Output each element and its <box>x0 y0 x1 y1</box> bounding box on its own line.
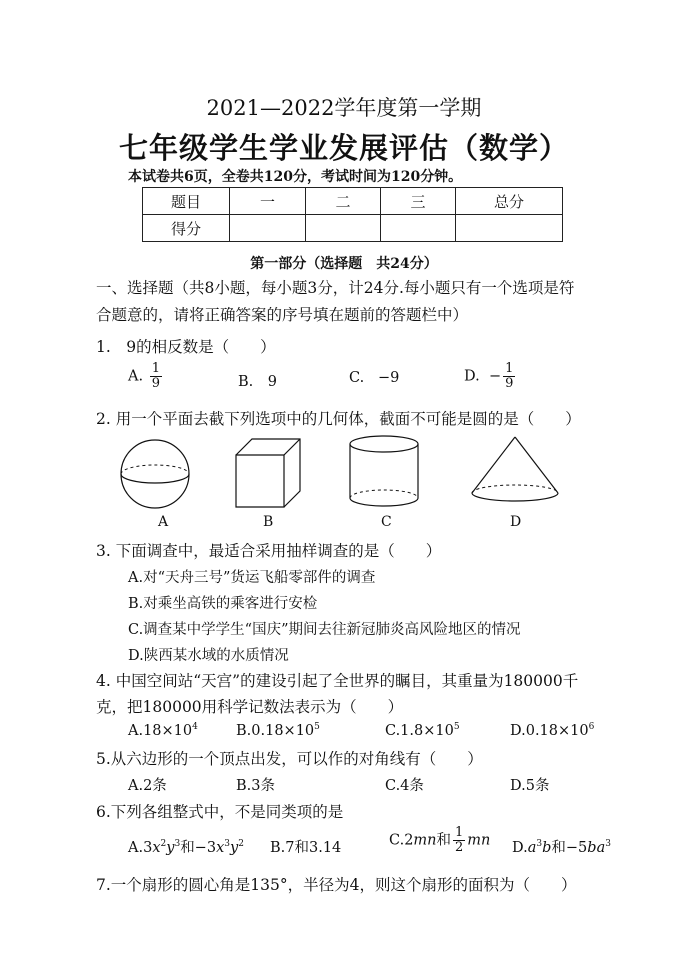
q4-a-exp: 4 <box>192 722 198 732</box>
q6-c-fraction <box>453 826 465 855</box>
q1-a-fraction <box>150 362 162 391</box>
q6-option-d[interactable] <box>512 836 611 857</box>
q6-d-expr: $a^3b$和$-5ba^3$ <box>527 839 611 856</box>
score-table-score-row <box>143 215 563 242</box>
q6-stem: 6.下列各组整式中，不是同类项的是 <box>96 803 344 821</box>
score-cell-score-label: 得分 <box>143 215 230 242</box>
q3-option-c[interactable]: C.调查某中学学生“国庆”期间去往新冠肺炎高风险地区的情况 <box>128 622 521 638</box>
q6-option-c[interactable] <box>389 826 490 855</box>
q1-option-a[interactable] <box>128 362 164 391</box>
q1-d-num: 1 <box>505 361 514 376</box>
section-intro-line2: 合题意的，请将正确答案的序号填在题前的答题栏中） <box>96 306 469 324</box>
sphere-figure <box>115 438 195 514</box>
q1-a-num: 1 <box>151 361 160 376</box>
score-input-2[interactable] <box>306 215 381 242</box>
q4-d-base: D.0.18×10 <box>510 722 589 739</box>
q1-a-den: 9 <box>151 376 160 391</box>
q6-option-b[interactable]: B.7和3.14 <box>270 840 342 856</box>
q1-d-fraction <box>503 362 515 391</box>
q1-d-label: D. <box>464 368 480 385</box>
q2-label-d[interactable]: D <box>510 514 522 530</box>
q5-option-a[interactable]: A.2条 <box>128 778 167 794</box>
exam-title: 七年级学生学业发展评估（数学） <box>118 131 569 165</box>
q4-option-c[interactable] <box>385 722 460 739</box>
score-cell-label: 题目 <box>143 188 230 215</box>
score-input-1[interactable] <box>230 215 306 242</box>
q2-stem: 2. 用一个平面去截下列选项中的几何体，截面不可能是圆的是（ ） <box>96 410 581 428</box>
score-cell-part3: 三 <box>381 188 456 215</box>
q4-option-b[interactable] <box>236 722 320 739</box>
q4-option-d[interactable] <box>510 722 594 739</box>
q3-option-b[interactable]: B.对乘坐高铁的乘客进行安检 <box>128 596 318 612</box>
cube-figure <box>232 437 304 515</box>
q1-d-den: 9 <box>505 376 514 391</box>
q4-a-base: A.18×10 <box>128 722 193 739</box>
q3-option-d[interactable]: D.陕西某水域的水质情况 <box>128 648 289 664</box>
q4-b-base: B.0.18×10 <box>236 722 315 739</box>
q4-stem-line2: 克，把180000用科学记数法表示为（ ） <box>96 698 404 716</box>
q1-c-value: −9 <box>378 370 400 386</box>
q6-a-label: A. <box>128 840 144 856</box>
q3-option-a[interactable]: A.对“天舟三号”货运飞船零部件的调查 <box>128 570 376 586</box>
q6-c-expr: 2mn和 <box>404 832 452 849</box>
section-heading: 第一部分（选择题 共24分） <box>250 256 438 272</box>
q2-label-c[interactable]: C <box>381 514 392 530</box>
q1-stem: 1. 9的相反数是（ ） <box>96 338 276 356</box>
q6-d-label: D. <box>512 840 528 856</box>
q2-label-b[interactable]: B <box>263 514 274 530</box>
cylinder-figure <box>347 434 421 514</box>
q1-option-b[interactable]: B. 9 <box>238 374 277 390</box>
q4-c-base: C.1.8×10 <box>385 722 454 739</box>
section-intro-line1: 一、选择题（共8小题，每小题3分，计24分.每小题只有一个选项是符 <box>96 279 575 297</box>
term-line: 2021—2022学年度第一学期 <box>206 96 482 120</box>
q4-c-exp: 5 <box>453 722 460 732</box>
q1-a-label: A. <box>128 368 144 385</box>
q1-d-sign: − <box>488 368 502 385</box>
q7-stem: 7.一个扇形的圆心角是135°，半径为4，则这个扇形的面积为（ ） <box>96 876 577 894</box>
score-input-3[interactable] <box>381 215 456 242</box>
score-table <box>142 187 563 242</box>
q6-option-a[interactable] <box>128 836 244 857</box>
q4-d-exp: 6 <box>588 722 595 732</box>
q6-c-label: C. <box>389 832 405 849</box>
q5-stem: 5.从六边形的一个顶点出发，可以作的对角线有（ ） <box>96 750 483 768</box>
q1-c-label: C. <box>349 370 365 386</box>
score-cell-part2: 二 <box>306 188 381 215</box>
q5-option-c[interactable]: C.4条 <box>385 778 424 794</box>
q4-option-a[interactable] <box>128 722 198 739</box>
score-input-total[interactable] <box>456 215 563 242</box>
q6-c-num: 1 <box>455 825 464 840</box>
q1-option-c[interactable] <box>349 370 399 386</box>
q2-label-a[interactable]: A <box>158 514 169 530</box>
q6-c-mn: mn <box>467 832 491 849</box>
q4-b-exp: 5 <box>314 722 320 732</box>
q3-stem: 3. 下面调查中，最适合采用抽样调查的是（ ） <box>96 542 442 560</box>
q6-a-expr: $3x^2y^3$和$-3x^3y^2$ <box>143 839 244 856</box>
score-cell-part1: 一 <box>230 188 306 215</box>
exam-note: 本试卷共6页，全卷共120分，考试时间为120分钟。 <box>128 169 463 185</box>
q5-option-d[interactable]: D.5条 <box>510 778 550 794</box>
q1-option-d[interactable] <box>464 362 517 391</box>
q5-option-b[interactable]: B.3条 <box>236 778 275 794</box>
q4-stem-line1: 4. 中国空间站“天宫”的建设引起了全世界的瞩目，其重量为180000千 <box>96 672 579 690</box>
q6-c-den: 2 <box>455 840 464 855</box>
score-cell-total: 总分 <box>456 188 563 215</box>
score-table-header-row <box>143 188 563 215</box>
cone-figure <box>468 435 562 509</box>
